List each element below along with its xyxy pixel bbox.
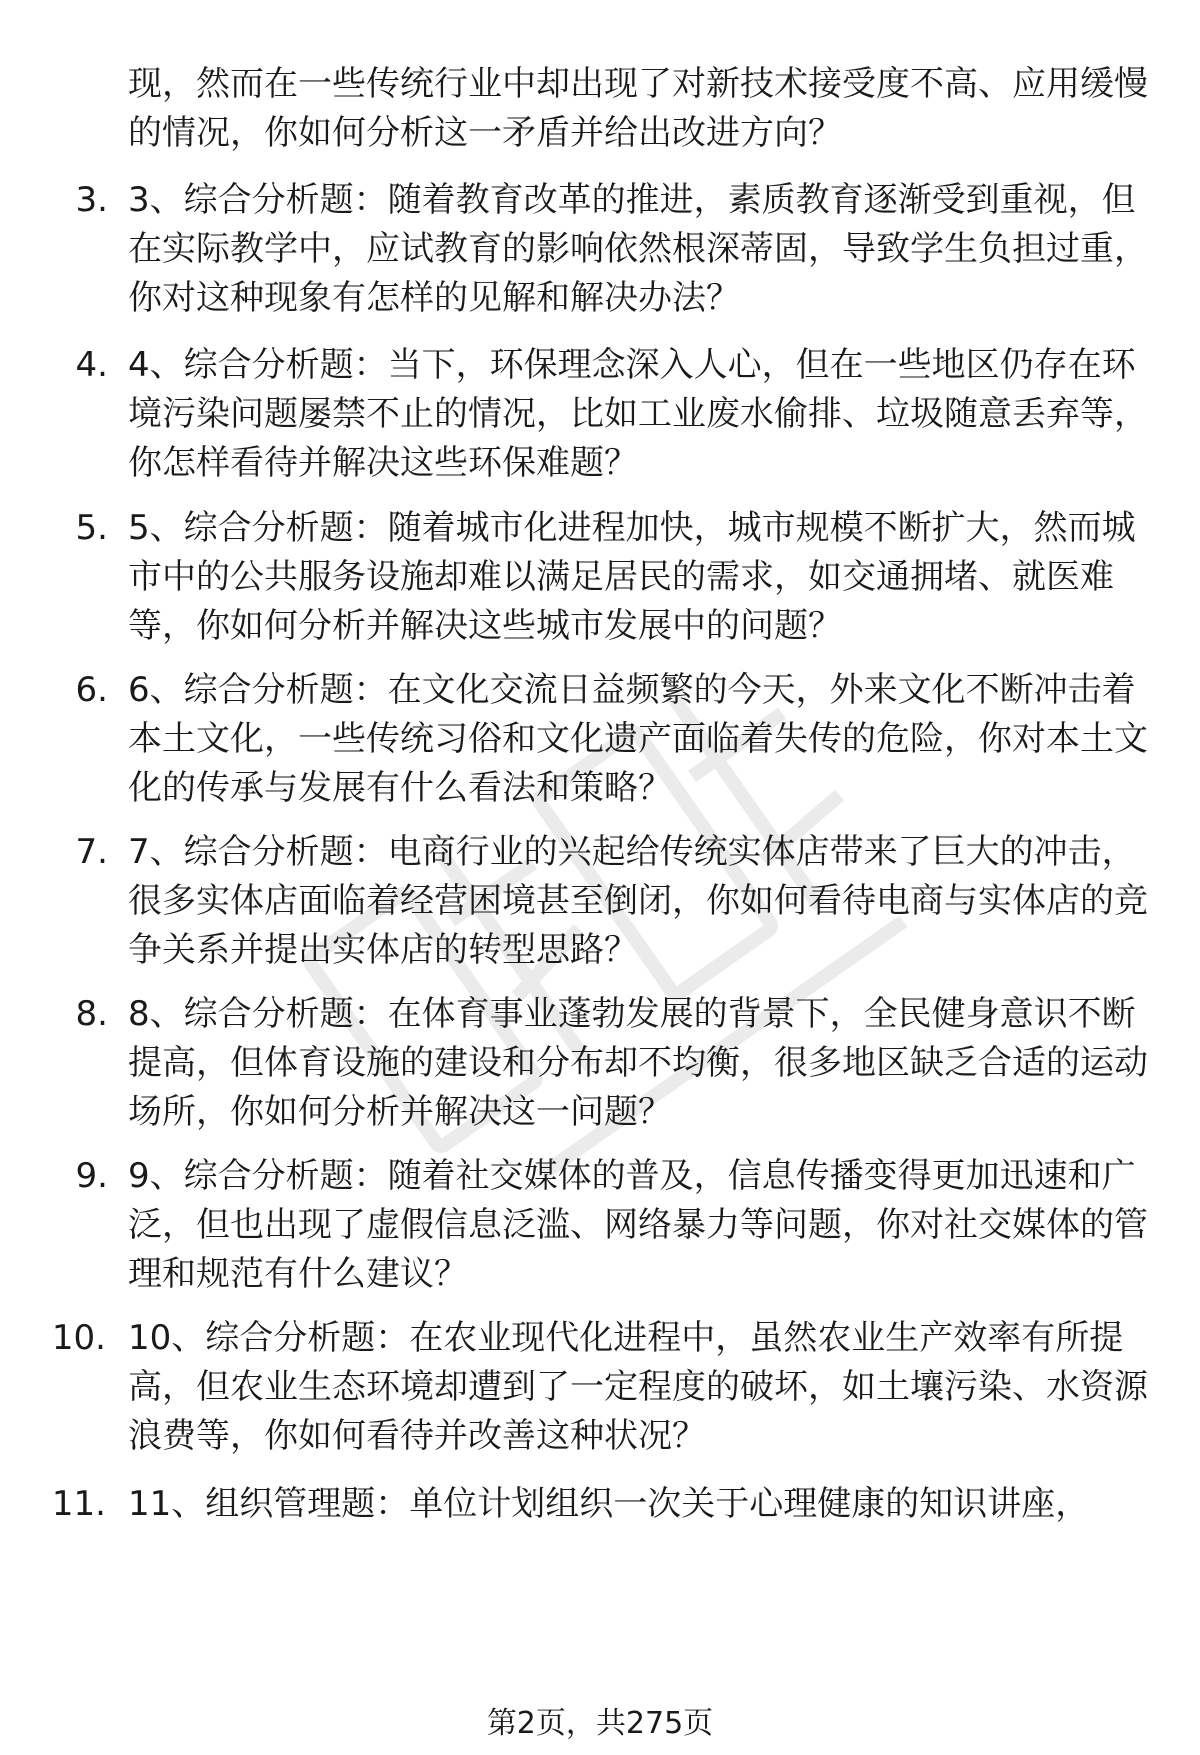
item-text: 5、综合分析题：随着城市化进程加快，城市规模不断扩大，然而城市中的公共服务设施却难以满足居民的需求，如交通拥堵、就医难等，你如何分析并解决这些城市发展中的问题？ xyxy=(128,508,1136,646)
item-number: 4. xyxy=(75,345,108,385)
item-text: 11、组织管理题：单位计划组织一次关于心理健康的知识讲座， xyxy=(128,1484,1090,1524)
continuation-text: 现，然而在一些传统行业中却出现了对新技术接受度不高、应用缓慢的情况，你如何分析这一矛盾并给出改进方向？ xyxy=(128,64,1148,153)
item-number: 11. xyxy=(51,1484,106,1524)
item-text: 7、综合分析题：电商行业的兴起给传统实体店带来了巨大的冲击，很多实体店面临着经营困境甚至倒闭，你如何看待电商与实体店的竞争关系并提出实体店的转型思路？ xyxy=(128,832,1148,970)
item-text: 3、综合分析题：随着教育改革的推进，素质教育逐渐受到重视，但在实际教学中，应试教育的影响依然根深蒂固，导致学生负担过重，你对这种现象有怎样的见解和解决办法？ xyxy=(128,180,1148,318)
item-number: 10. xyxy=(51,1318,106,1358)
item-text: 6、综合分析题：在文化交流日益频繁的今天，外来文化不断冲击着本土文化，一些传统习俗和文化遗产面临着失传的危险，你对本土文化的传承与发展有什么看法和策略？ xyxy=(128,670,1148,808)
item-text: 9、综合分析题：随着社交媒体的普及，信息传播变得更加迅速和广泛，但也出现了虚假信息泛滥、网络暴力等问题，你对社交媒体的管理和规范有什么建议？ xyxy=(128,1156,1148,1294)
item-text: 10、综合分析题：在农业现代化进程中，虽然农业生产效率有所提高，但农业生态环境却遭到了一定程度的破坏，如土壤污染、水资源浪费等，你如何看待并改善这种状况？ xyxy=(128,1318,1148,1456)
item-number: 9. xyxy=(75,1156,108,1196)
item-text: 8、综合分析题：在体育事业蓬勃发展的背景下，全民健身意识不断提高，但体育设施的建设和分布却不均衡，很多地区缺乏合适的运动场所，你如何分析并解决这一问题？ xyxy=(128,994,1148,1132)
item-number: 5. xyxy=(75,508,108,548)
page-footer: 第2页，共275页 xyxy=(486,1706,714,1741)
item-number: 7. xyxy=(75,832,108,872)
item-text: 4、综合分析题：当下，环保理念深入人心，但在一些地区仍存在环境污染问题屡禁不止的情况，比如工业废水偷排、垃圾随意丢弃等，你怎样看待并解决这些环保难题？ xyxy=(128,345,1148,483)
item-number: 8. xyxy=(75,994,108,1034)
item-number: 6. xyxy=(75,670,108,710)
item-number: 3. xyxy=(75,180,108,220)
